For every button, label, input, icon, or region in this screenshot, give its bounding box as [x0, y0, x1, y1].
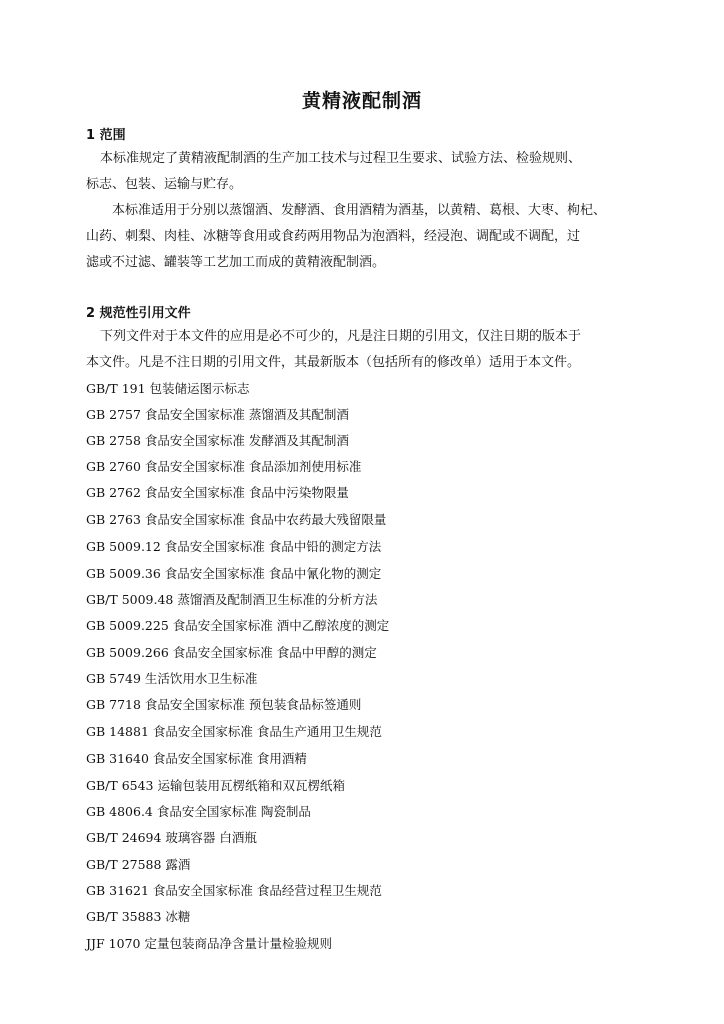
- reference-item: GB/T 35883 冰糖: [86, 909, 191, 924]
- scope-paragraph-2-line-1: 本标准适用于分别以蒸馏酒、发酵酒、食用酒精为酒基，以黄精、葛根、大枣、枸杞、: [112, 203, 607, 218]
- reference-item: GB 5009.225 食品安全国家标准 酒中乙醇浓度的测定: [86, 618, 390, 633]
- reference-item: GB 2762 食品安全国家标准 食品中污染物限量: [86, 485, 349, 500]
- section-2-heading: 2 规范性引用文件: [86, 306, 191, 321]
- reference-item: GB 2763 食品安全国家标准 食品中农药最大残留限量: [86, 512, 387, 527]
- reference-item: GB 5009.36 食品安全国家标准 食品中氰化物的测定: [86, 566, 382, 581]
- scope-paragraph-1-line-1: 本标准规定了黄精液配制酒的生产加工技术与过程卫生要求、试验方法、检验规则、: [100, 151, 582, 166]
- reference-item: GB/T 24694 玻璃容器 白酒瓶: [86, 830, 257, 845]
- reference-item: GB 4806.4 食品安全国家标准 陶瓷制品: [86, 804, 311, 819]
- reference-item: GB 31621 食品安全国家标准 食品经营过程卫生规范: [86, 883, 382, 898]
- section-1-heading: 1 范围: [86, 128, 126, 143]
- reference-item: GB 5749 生活饮用水卫生标准: [86, 671, 258, 686]
- normative-intro-line-1: 下列文件对于本文件的应用是必不可少的，凡是注日期的引用文，仅注日期的版本于: [100, 329, 582, 344]
- scope-paragraph-1-line-2: 标志、包装、运输与贮存。: [86, 177, 243, 192]
- reference-item: GB 2757 食品安全国家标准 蒸馏酒及其配制酒: [86, 407, 349, 422]
- reference-item: GB 31640 食品安全国家标准 食用酒精: [86, 751, 307, 766]
- reference-item: GB/T 27588 露酒: [86, 857, 191, 872]
- reference-item: GB 5009.266 食品安全国家标准 食品中甲醇的测定: [86, 645, 377, 660]
- scope-paragraph-2-line-2: 山药、刺梨、肉桂、冰糖等食用或食药两用物品为泡酒料，经浸泡、调配或不调配，过: [86, 229, 581, 244]
- reference-item: JJF 1070 定量包装商品净含量计量检验规则: [86, 936, 332, 951]
- document-title: 黄精液配制酒: [301, 90, 422, 112]
- reference-item: GB 7718 食品安全国家标准 预包装食品标签通则: [86, 697, 362, 712]
- reference-item: GB/T 6543 运输包装用瓦楞纸箱和双瓦楞纸箱: [86, 778, 345, 793]
- reference-item: GB 14881 食品安全国家标准 食品生产通用卫生规范: [86, 724, 382, 739]
- normative-intro-line-2: 本文件。凡是不注日期的引用文件，其最新版本（包括所有的修改单）适用于本文件。: [86, 355, 581, 370]
- reference-item: GB/T 5009.48 蒸馏酒及配制酒卫生标准的分析方法: [86, 592, 378, 607]
- reference-item: GB 2758 食品安全国家标准 发酵酒及其配制酒: [86, 433, 349, 448]
- scope-paragraph-2-line-3: 滤或不过滤、罐装等工艺加工而成的黄精液配制酒。: [86, 255, 386, 270]
- reference-item: GB/T 191 包装储运图示标志: [86, 381, 250, 396]
- reference-item: GB 2760 食品安全国家标准 食品添加剂使用标准: [86, 459, 362, 474]
- reference-item: GB 5009.12 食品安全国家标准 食品中铅的测定方法: [86, 539, 382, 554]
